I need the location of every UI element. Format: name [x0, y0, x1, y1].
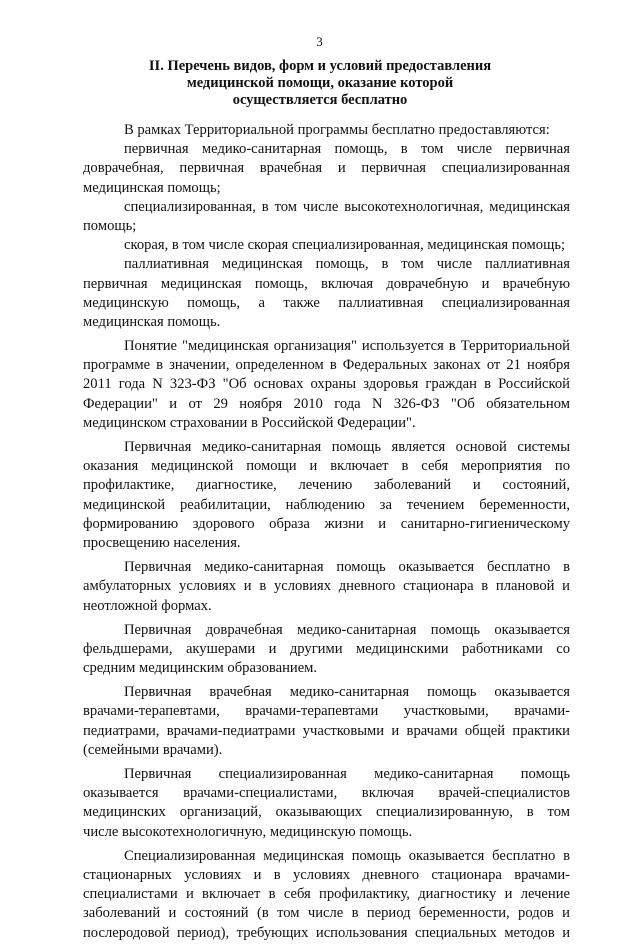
- paragraph-line: (семейными врачами).: [83, 741, 223, 758]
- body-text: [83, 121, 570, 948]
- paragraph-line: первичная медико-санитарная помощь, в том числе первичная: [124, 141, 570, 158]
- paragraph-line: доврачебная, первичная врачебная и первичная специализированная: [83, 160, 570, 177]
- paragraph-line: медицинском страховании в Российской Федерации".: [83, 414, 416, 431]
- paragraph-line: Понятие "медицинская организация" используется в Территориальной: [124, 338, 570, 355]
- paragraph-line: программе в значении, определенном в Федеральных законах от 21 ноября: [83, 357, 570, 374]
- page-number: 3: [316, 34, 323, 49]
- section-heading: [120, 58, 520, 109]
- paragraph-line: медицинская помощь.: [83, 313, 221, 330]
- paragraph: [83, 683, 570, 760]
- paragraph-line: заболеваний и состояний (в том числе в период беременности, родов и: [83, 905, 570, 922]
- paragraph-line: оказания медицинской помощи и включает в себя мероприятия по: [83, 458, 570, 475]
- paragraph: [83, 140, 570, 198]
- paragraph-line: медицинскую помощь, а также паллиативная специализированная: [83, 294, 570, 311]
- paragraph: [83, 438, 570, 553]
- paragraph-line: Первичная доврачебная медико-санитарная помощь оказывается: [124, 621, 570, 638]
- paragraph-line: специалистами и включает в себя профилактику, диагностику и лечение: [83, 886, 570, 903]
- paragraph-line: Специализированная медицинская помощь оказывается бесплатно в: [124, 847, 570, 864]
- paragraph: [83, 765, 570, 842]
- paragraph: [83, 198, 570, 236]
- heading-line: медицинской помощи, оказание которой: [186, 75, 454, 91]
- paragraph-line: амбулаторных условиях и в условиях дневного стационара в плановой и: [83, 578, 570, 595]
- paragraph-line: Первичная врачебная медико-санитарная помощь оказывается: [124, 684, 570, 701]
- paragraph-line: стационарных условиях и в условиях дневного стационара врачами-: [83, 866, 570, 883]
- paragraph-line: формированию здорового образа жизни и санитарно-гигиеническому: [83, 515, 570, 532]
- paragraph: [83, 121, 570, 140]
- paragraph-line: числе высокотехнологичную, медицинскую помощь.: [83, 823, 413, 840]
- paragraph-line: первичная медицинская помощь, включая доврачебную и врачебную: [83, 275, 570, 292]
- paragraph-line: Первичная медико-санитарная помощь оказывается бесплатно в: [124, 559, 570, 576]
- paragraph-line: медицинских организаций, оказывающих специализированную, в том: [83, 804, 570, 821]
- paragraph-line: помощь;: [83, 217, 137, 234]
- heading-line: II. Перечень видов, форм и условий предоставления: [148, 58, 492, 74]
- paragraph-line: врачами-терапевтами, врачами-терапевтами участковыми, врачами-: [83, 703, 570, 720]
- heading-line: осуществляется бесплатно: [232, 92, 408, 108]
- paragraph-line: медицинской реабилитации, наблюдению за течением беременности,: [83, 496, 570, 513]
- paragraph-line: специализированная, в том числе высокотехнологичная, медицинская: [124, 198, 570, 215]
- paragraph-line: средним медицинским образованием.: [83, 660, 318, 677]
- paragraph: [83, 847, 570, 943]
- paragraph: [83, 621, 570, 679]
- paragraph-line: 2011 года N 323-ФЗ "Об основах охраны здоровья граждан в Российской: [83, 376, 570, 393]
- paragraph-line: неотложной формах.: [83, 597, 212, 614]
- paragraph-line: паллиативная медицинская помощь, в том числе паллиативная: [124, 256, 570, 273]
- paragraph-line: скорая, в том числе скорая специализированная, медицинская помощь;: [124, 237, 566, 254]
- paragraph-line: оказывается врачами-специалистами, включая врачей-специалистов: [83, 785, 570, 802]
- paragraph-line: послеродовой период), требующих использования специальных методов и: [83, 924, 570, 941]
- paragraph-line: профилактике, диагностике, лечению заболеваний и состояний,: [83, 477, 570, 494]
- paragraph-line: педиатрами, врачами-педиатрами участковыми и врачами общей практики: [83, 722, 570, 739]
- paragraph-line: Первичная медико-санитарная помощь является основой системы: [124, 439, 570, 455]
- paragraph-line: медицинская помощь;: [83, 179, 221, 196]
- paragraph: [83, 558, 570, 616]
- paragraph-line: Федерации" и от 29 ноября 2010 года N 326-ФЗ "Об обязательном: [83, 395, 570, 412]
- paragraph-line: Первичная специализированная медико-санитарная помощь: [124, 766, 570, 782]
- paragraph: [83, 236, 570, 255]
- paragraph-line: В рамках Территориальной программы бесплатно предоставляются:: [124, 122, 550, 138]
- paragraph-line: фельдшерами, акушерами и другими медицинскими работниками со: [83, 640, 570, 657]
- paragraph: [83, 337, 570, 433]
- paragraph-line: просвещению населения.: [83, 534, 241, 551]
- paragraph: [83, 255, 570, 332]
